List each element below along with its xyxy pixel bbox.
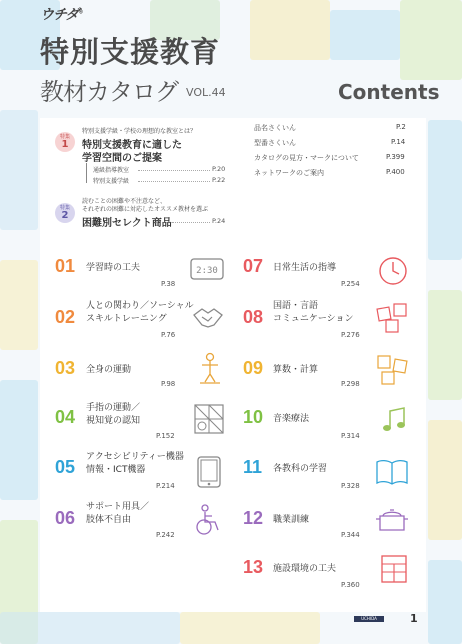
volume-label: VOL.44 <box>186 86 226 99</box>
index-link[interactable]: 品名さくいん <box>254 124 296 132</box>
feature-1-sub-page: P.20 <box>212 165 226 173</box>
chapter-page: P.276 <box>341 331 360 339</box>
chapter-title-line1[interactable]: 人との関わり／ソーシャル <box>86 301 194 311</box>
chapter-number: 06 <box>55 508 76 528</box>
chapter-title[interactable]: 施設環境の工夫 <box>273 564 337 574</box>
chapter-title-line1[interactable]: 手指の運動／ <box>86 403 141 413</box>
feature-1-lead: 特別支援学級・学校の理想的な教室とは？ <box>82 128 197 135</box>
chapter-page: P.38 <box>161 280 176 288</box>
chapter-number: 07 <box>243 256 264 276</box>
chapter-page: P.76 <box>161 331 176 339</box>
index-link[interactable]: カタログの見方・マークについて <box>254 154 359 162</box>
chapter-page: P.214 <box>156 482 175 490</box>
wall-clock-icon <box>378 256 408 290</box>
index-link[interactable]: 型番さくいん <box>254 139 296 147</box>
chapter-number: 10 <box>243 407 264 427</box>
chapter-number: 05 <box>55 457 76 477</box>
feature-2-page: P.24 <box>212 217 226 225</box>
feature-1-sub-item[interactable]: 通級指導教室 <box>93 167 130 174</box>
chapter-title[interactable]: 学習時の工夫 <box>86 263 141 273</box>
chapter-number: 12 <box>243 508 264 528</box>
feature-2-title[interactable]: 困難別セレクト商品 <box>82 218 172 229</box>
chapter-page: P.98 <box>161 380 176 388</box>
page-number: 1 <box>410 612 418 625</box>
cooking-pot-icon <box>375 506 409 538</box>
chapter-number: 01 <box>55 256 76 276</box>
music-note-icon <box>382 406 408 438</box>
shelf-icon <box>380 554 408 588</box>
chapter-title-line2[interactable]: 情報・ICT機器 <box>86 465 146 475</box>
catalog-subtitle: 教材カタログ <box>40 78 178 106</box>
balance-board-icon <box>198 352 222 392</box>
shape-puzzle-icon <box>194 404 224 438</box>
feature-1-badge: 特集 1 <box>55 132 75 152</box>
chapter-title-line1[interactable]: サポート用具／ <box>86 502 150 512</box>
chapter-title-line2[interactable]: コミュニケーション <box>273 314 354 324</box>
contents-heading: Contents <box>338 80 440 104</box>
chapter-title-line2[interactable]: 視知覚の認知 <box>86 416 141 426</box>
chapter-title[interactable]: 全身の運動 <box>86 365 132 375</box>
uchida-logo: UCHIDA <box>354 616 384 622</box>
feature-1-sub-item[interactable]: 特別支援学級 <box>93 178 130 185</box>
chapter-number: 08 <box>243 307 264 327</box>
chapter-page: P.360 <box>341 581 360 589</box>
index-link[interactable]: ネットワークのご案内 <box>254 169 324 177</box>
index-page: P.399 <box>386 153 405 161</box>
tablet-icon <box>197 456 221 492</box>
feature-2-lead-line1: 読むことの困難や不注意など、 <box>82 198 167 205</box>
number-blocks-icon <box>376 354 410 390</box>
chapter-number: 04 <box>55 407 76 427</box>
chapter-title[interactable]: 各教科の学習 <box>273 464 328 474</box>
index-page: P.2 <box>396 123 406 131</box>
chapter-page: P.344 <box>341 531 360 539</box>
chapter-number: 02 <box>55 307 76 327</box>
feature-1-sub-page: P.22 <box>212 176 226 184</box>
chapter-title[interactable]: 日常生活の指導 <box>273 263 337 273</box>
chapter-number: 13 <box>243 557 264 577</box>
feature-1-title-line1[interactable]: 特別支援教育に適した <box>82 140 182 151</box>
chapter-title-line2[interactable]: スキルトレーニング <box>86 314 167 324</box>
chapter-title-line1[interactable]: アクセシビリティー機器 <box>86 452 184 462</box>
chapter-title[interactable]: 算数・計算 <box>273 365 319 375</box>
chapter-title[interactable]: 音楽療法 <box>273 414 310 424</box>
feature-2-lead-line2: それぞれの困難に対応したオススメ教材を選ぶ <box>82 206 208 213</box>
brand-logo: ウチダ® <box>40 7 83 23</box>
feature-1-bracket <box>86 163 87 183</box>
open-book-icon <box>375 458 409 490</box>
chapter-page: P.152 <box>156 432 175 440</box>
leader-dots <box>172 222 210 223</box>
chapter-page: P.314 <box>341 432 360 440</box>
index-page: P.400 <box>386 168 405 176</box>
feature-2-badge: 特集 2 <box>55 203 75 223</box>
chapter-title-line1[interactable]: 国語・言語 <box>273 301 319 311</box>
chapter-title[interactable]: 職業訓練 <box>273 515 310 525</box>
chapter-title-line2[interactable]: 肢体不自由 <box>86 515 132 525</box>
leader-dots <box>138 170 210 171</box>
handshake-icon <box>192 305 224 335</box>
leader-dots <box>138 181 210 182</box>
chapter-page: P.328 <box>341 482 360 490</box>
clock-display-icon <box>190 258 224 284</box>
feature-1-title-line2[interactable]: 学習空間のご提案 <box>82 153 162 164</box>
wheelchair-icon <box>192 504 224 540</box>
chapter-number: 03 <box>55 358 76 378</box>
chapter-page: P.298 <box>341 380 360 388</box>
chapter-number: 11 <box>243 457 263 477</box>
index-page: P.14 <box>391 138 406 146</box>
svg-text:2:30: 2:30 <box>196 266 218 276</box>
chapter-page: P.254 <box>341 280 360 288</box>
chapter-page: P.242 <box>156 531 175 539</box>
catalog-title: 特別支援教育 <box>40 35 221 69</box>
chapter-number: 09 <box>243 358 264 378</box>
letter-blocks-icon <box>376 302 410 338</box>
